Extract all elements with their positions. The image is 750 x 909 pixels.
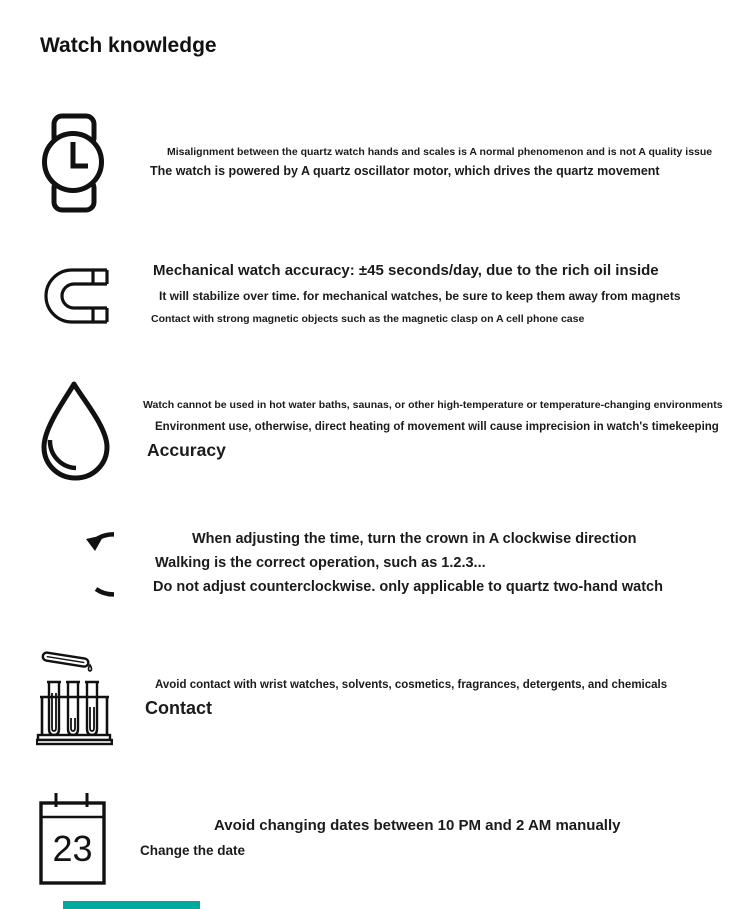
section-crown-line1: When adjusting the time, turn the crown in A clockwise direction (192, 531, 637, 547)
wristwatch-icon (40, 112, 106, 214)
section-crown-line2: Walking is the correct operation, such as 1.2.3... (155, 555, 486, 571)
section-chemicals-heading: Contact (145, 698, 212, 718)
section-temperature-line1: Watch cannot be used in hot water baths, saunas, or other high-temperature or temperature-changing environments (143, 399, 723, 411)
section-crown-line3: Do not adjust counterclockwise. only applicable to quartz two-hand watch (153, 579, 663, 595)
section-magnet-line1: Mechanical watch accuracy: ±45 seconds/day, due to the rich oil inside (153, 262, 659, 279)
water-drop-icon (40, 380, 112, 484)
page-title: Watch knowledge (40, 34, 217, 57)
section-temperature-heading: Accuracy (147, 440, 226, 460)
accent-bar (63, 901, 200, 909)
section-magnet-line2: It will stabilize over time. for mechanical watches, be sure to keep them away from magnets (159, 289, 681, 303)
section-date-line1: Avoid changing dates between 10 PM and 2 AM manually (214, 817, 621, 834)
magnet-icon (40, 262, 110, 328)
section-quartz-line1: Misalignment between the quartz watch hands and scales is A normal phenomenon and is not A quality issue (167, 146, 713, 158)
section-magnet-line3: Contact with strong magnetic objects such as the magnetic clasp on A cell phone case (151, 313, 585, 325)
chemical-test-tubes-icon (36, 645, 116, 750)
section-chemicals-line1: Avoid contact with wrist watches, solvents, cosmetics, fragrances, detergents, and chemicals (155, 679, 668, 691)
section-quartz-line2: The watch is powered by A quartz oscillator motor, which drives the quartz movement (150, 164, 660, 178)
clockwise-arrow-icon (40, 525, 114, 609)
section-temperature-line2: Environment use, otherwise, direct heating of movement will cause imprecision in watch's timekeeping (155, 421, 719, 433)
section-date-line2: Change the date (140, 843, 246, 858)
calendar-day: 23 (52, 828, 93, 869)
